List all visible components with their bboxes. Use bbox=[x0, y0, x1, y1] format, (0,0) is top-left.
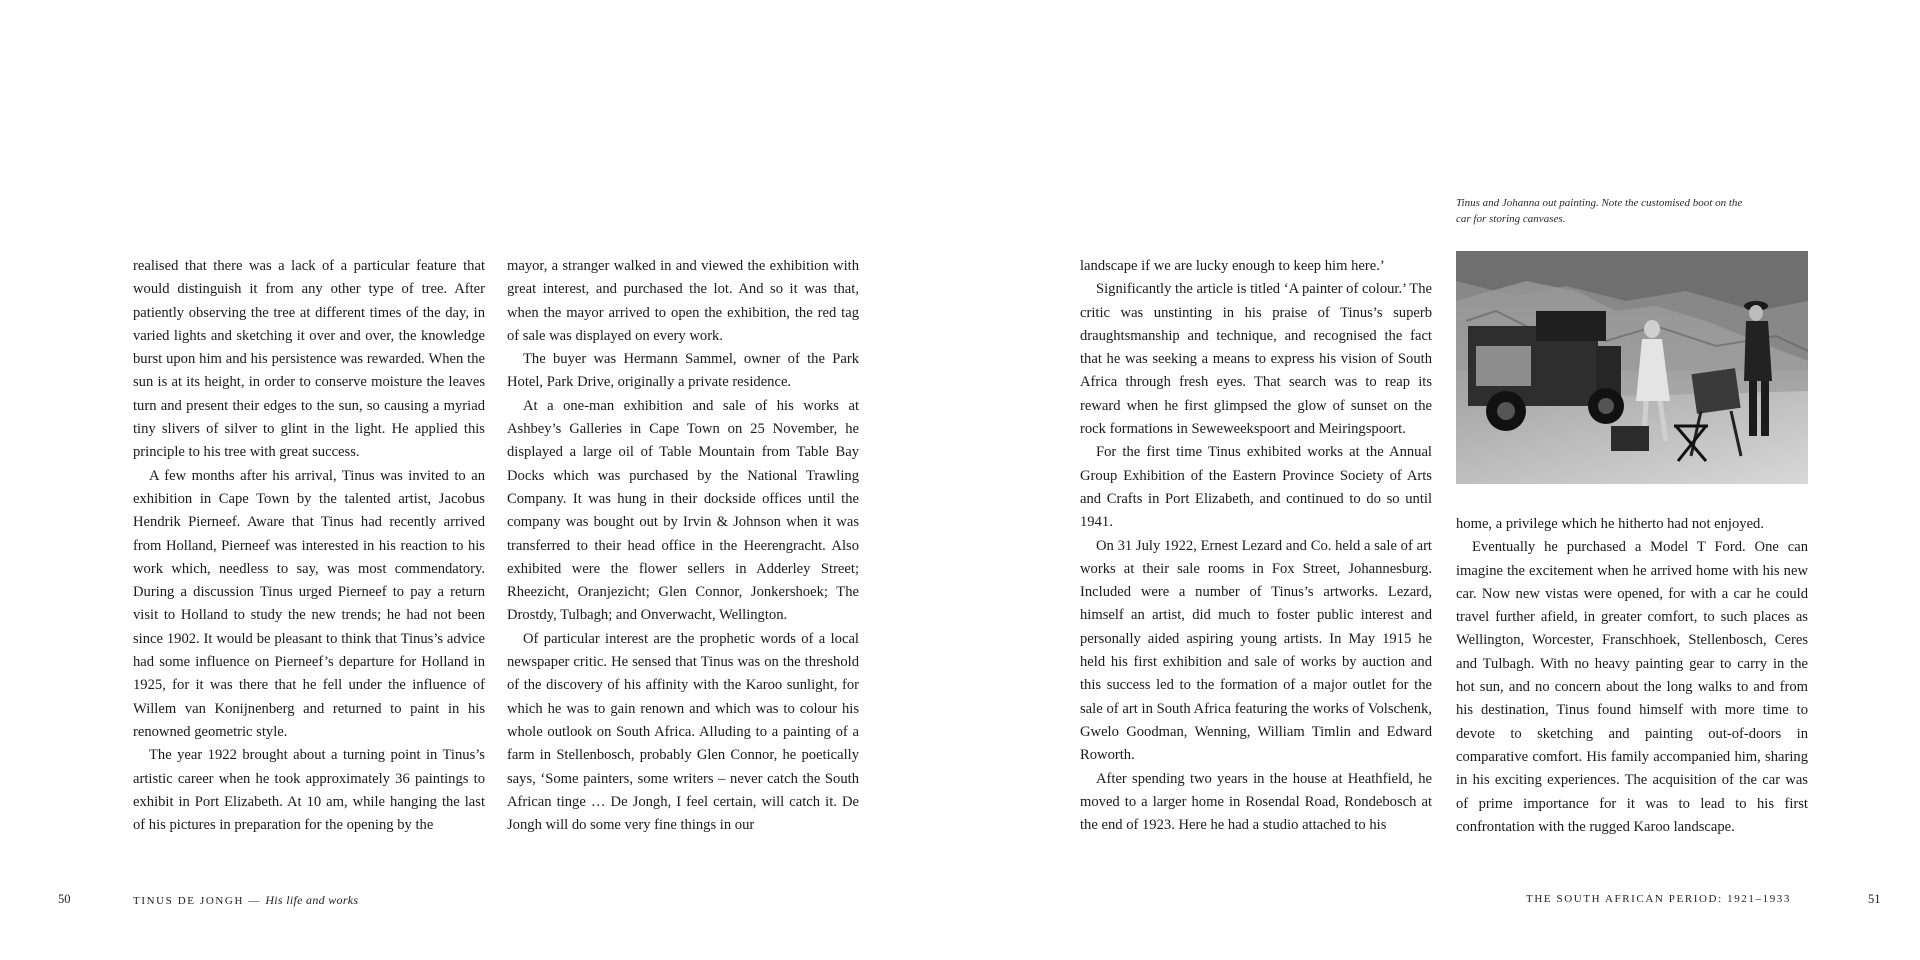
right-page-column-2 bbox=[1456, 513, 1808, 839]
page-number-left: 50 bbox=[58, 892, 71, 906]
paragraph: After spending two years in the house at Heathfield, he moved to a larger home in Rosendal Road, Rondebosch at the end of 1923. Here he had a studio attached to his bbox=[1080, 770, 1432, 834]
paragraph: Significantly the article is titled ‘A painter of colour.’ The critic was unstinting in his praise of Tinus’s superb draughtsmanship and technique, and recognised the fact that he was seeking a means to express his vision of South Africa through fresh eyes. That search was to reap its reward when he first glimpsed the glow of sunset on the rock formations in Seweweekspoort and Meiringspoort. bbox=[1080, 281, 1432, 438]
left-page-column-2 bbox=[507, 255, 859, 837]
running-head-title: TINUS DE JONGH — bbox=[133, 895, 261, 907]
paragraph: landscape if we are lucky enough to keep him here.’ bbox=[1080, 258, 1385, 274]
paragraph: The year 1922 brought about a turning point in Tinus’s artistic career when he took approximately 36 paintings to exhibit in Port Elizabeth. At 10 am, while hanging the last of his pictures in preparation for the opening by the bbox=[133, 747, 485, 834]
photograph-car-painting bbox=[1456, 251, 1808, 484]
paragraph: On 31 July 1922, Ernest Lezard and Co. held a sale of art works at their sale rooms in Fox Street, Johannesburg. Included were a number of Tinus’s artworks. Lezard, himself an artist, did much to foster public interest and personally aided aspiring young artists. In May 1915 he held his first exhibition and sale of works by auction and this success led to the formation of a major outlet for the sale of art in South Africa featuring the works of Volschenk, Gwelo Goodman, Wenning, William Timlin and Edward Roworth. bbox=[1080, 537, 1432, 764]
paragraph: A few months after his arrival, Tinus was invited to an exhibition in Cape Town by the talented artist, Jacobus Hendrik Pierneef. Aware that Tinus had recently arrived from Holland, Pierneef was interested in his reaction to his work which, needless to say, was most commendatory. During a discussion Tinus urged Pierneef to pay a return visit to Holland to study the new trends; he had not been since 1902. It would be pleasant to think that Tinus’s advice had some influence on Pierneef’s departure for Holland in 1925, for it was there that he fell under the influence of Willem van Konijnenberg and returned to paint in his renowned geometric style. bbox=[133, 467, 485, 740]
paragraph: For the first time Tinus exhibited works at the Annual Group Exhibition of the Eastern Province Society of Arts and Crafts in Port Elizabeth, and continued to do so until 1941. bbox=[1080, 444, 1432, 531]
paragraph: home, a privilege which he hitherto had not enjoyed. bbox=[1456, 516, 1765, 532]
running-head-subtitle: His life and works bbox=[265, 893, 359, 907]
left-page-column-1 bbox=[133, 255, 485, 837]
paragraph: realised that there was a lack of a particular feature that would distinguish it from any other type of tree. After patiently observing the tree at different times of the day, in varied lights and sketching it over and over, the knowledge burst upon him and his persistence was rewarded. When the sun is at its height, in order to conserve moisture the leaves turn and present their edges to the sun, so causing a myriad tiny slivers of silver to glint in the light. He applied this principle to his tree with great success. bbox=[133, 258, 485, 461]
paragraph: Eventually he purchased a Model T Ford. One can imagine the excitement when he arrived home with his new car. Now new vistas were opened, for with a car he could travel further afield, in greater comfort, to such places as Wellington, Worcester, Franschhoek, Stellenbosch, Ceres and Tulbagh. With no heavy painting gear to carry in the hot sun, and no concern about the long walks to and from his destination, Tinus found himself with more time to devote to sketching and painting out-of-doors in comparative comfort. His family accompanied him, sharing in his exciting experiences. The acquisition of the car was of prime importance for it was to lead to his first confrontation with the rugged Karoo landscape. bbox=[1456, 539, 1808, 835]
photo-caption: Tinus and Johanna out painting. Note the customised boot on the car for storing canvases. bbox=[1456, 197, 1743, 225]
paragraph: At a one-man exhibition and sale of his works at Ashbey’s Galleries in Cape Town on 25 November, he displayed a large oil of Table Mountain from Table Bay Docks which was purchased by the National Trawling Company. It was hung in their dockside offices until the company was bought out by Irvin & Johnson when it was transferred to their head office in the Heerengracht. Also exhibited were the flower sellers in Adderley Street; Rheezicht, Oranjezicht; Glen Connor, Jonkershoek; The Drostdy, Tulbagh; and Onverwacht, Wellington. bbox=[507, 397, 859, 624]
paragraph: Of particular interest are the prophetic words of a local newspaper critic. He sensed that Tinus was on the threshold of the discovery of his affinity with the Karoo sunlight, for which he was to gain renown and which was to colour his whole outlook on South Africa. Alluding to a painting of a farm in Stellenbosch, probably Glen Connor, he poetically says, ‘Some painters, some writers – never catch the South African tinge … De Jongh, I feel certain, will catch it. De Jongh will do some very fine things in our bbox=[507, 630, 859, 834]
running-head-right: THE SOUTH AFRICAN PERIOD: 1921–1933 bbox=[1526, 893, 1792, 905]
page-number-right: 51 bbox=[1868, 892, 1881, 906]
photo-image bbox=[1456, 251, 1808, 484]
paragraph: The buyer was Hermann Sammel, owner of the Park Hotel, Park Drive, originally a private residence. bbox=[507, 351, 859, 391]
paragraph: mayor, a stranger walked in and viewed the exhibition with great interest, and purchased the lot. And so it was that, when the mayor arrived to open the exhibition, the red tag of sale was displayed on every work. bbox=[507, 258, 859, 344]
running-head-left bbox=[133, 893, 358, 908]
right-page-column-1 bbox=[1080, 255, 1432, 837]
